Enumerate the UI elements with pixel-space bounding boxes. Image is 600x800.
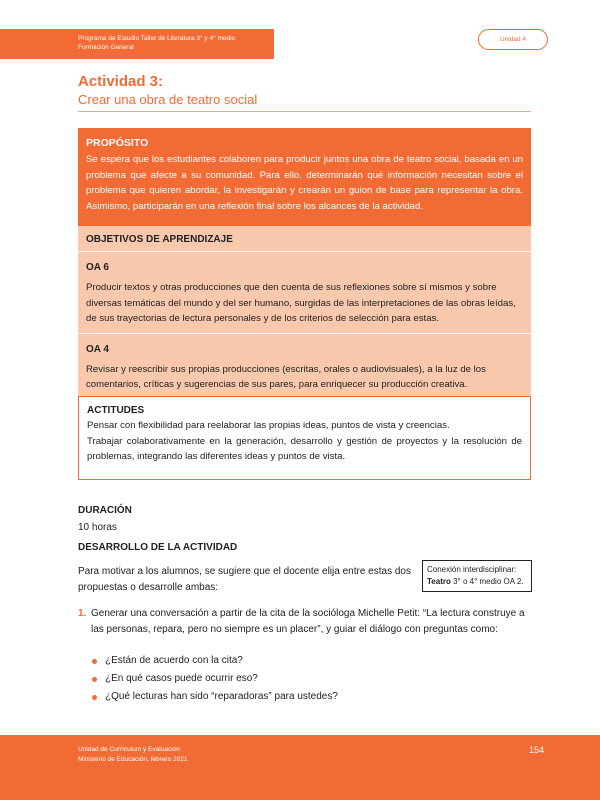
program-title: Programa de Estudio Taller de Literatura 3° y 4° medio — [78, 35, 236, 42]
attitudes-box — [78, 396, 531, 480]
objective-code-oa6: OA 6 — [86, 262, 109, 273]
question-list — [91, 652, 338, 706]
title-divider — [78, 111, 531, 112]
formation-label: Formación General — [78, 44, 134, 51]
unit-badge: Unidad 4 — [478, 29, 548, 50]
duration-value: 10 horas — [78, 522, 117, 533]
connection-detail — [427, 576, 527, 588]
page-number: 154 — [529, 745, 545, 755]
connection-subject: Teatro — [427, 577, 451, 586]
interdisciplinary-connection-box — [422, 560, 532, 592]
activity-subtitle: Crear una obra de teatro social — [78, 92, 258, 107]
item-number: 1. — [78, 608, 87, 619]
purpose-box — [78, 128, 531, 226]
list-item: ¿Qué lecturas han sido “reparadoras” para ustedes? — [91, 688, 338, 706]
list-item: ¿En qué casos puede ocurrir eso? — [91, 670, 338, 688]
development-label: DESARROLLO DE LA ACTIVIDAD — [78, 542, 238, 553]
objectives-divider — [78, 251, 531, 252]
connection-label: Conexión interdisciplinar: — [427, 565, 517, 574]
objectives-box — [78, 226, 531, 396]
list-item: ¿Están de acuerdo con la cita? — [91, 652, 338, 670]
objective-text-oa6: Producir textos y otras producciones que den cuenta de sus reflexiones sobre sí mismos y sobre diversas temáticas del mundo y del ser humano, surgidas de las interpretaciones de las obras leídas, de sus trayectorias de lectura personales y de los criterios de selección para estas. — [86, 282, 516, 324]
item-text: Generar una conversación a partir de la cita de la socióloga Michelle Petit: “La lectura construye a las personas, repara, pero no siempre es un placer”, y guiar el diálogo con preguntas como: — [91, 608, 525, 635]
objectives-divider — [78, 333, 531, 334]
footer-ministry: Ministerio de Educación, febrero 2021 — [78, 756, 188, 763]
attitude-line: Pensar con flexibilidad para reelaborar las propias ideas, puntos de vista y creencias. — [87, 420, 450, 431]
attitude-line: Trabajar colaborativamente en la generación, desarrollo y gestión de proyectos y la resolución de problemas, integrando las diferentes ideas y puntos de vista. — [87, 435, 522, 462]
connection-level: 3° o 4° medio OA 2. — [450, 577, 524, 586]
objective-code-oa4: OA 4 — [86, 343, 109, 355]
development-intro: Para motivar a los alumnos, se sugiere que el docente elija entre estas dos propuestas o desarrolle ambas: — [78, 566, 411, 593]
footer-unit: Unidad de Currículum y Evaluación — [78, 746, 180, 753]
header-bar — [0, 29, 274, 59]
activity-title: Actividad 3: — [78, 73, 164, 90]
duration-label: DURACIÓN — [78, 505, 132, 516]
objectives-heading: OBJETIVOS DE APRENDIZAJE — [86, 234, 233, 245]
footer-bar — [0, 735, 600, 800]
numbered-item-1 — [78, 606, 532, 637]
purpose-heading: PROPÓSITO — [86, 137, 149, 149]
footer-text — [78, 745, 187, 765]
attitudes-heading: ACTITUDES — [87, 405, 145, 416]
objective-text-oa4: Revisar y reescribir sus propias producciones (escritas, orales o audiovisuales), a la luz de los comentarios, críticas y sugerencias de sus pares, para enriquecer su producción creativa. — [86, 363, 486, 390]
purpose-text: Se espera que los estudiantes colaboren para producir juntos una obra de teatro social, basada en un problema que afecte a su comunidad. Para ello, determinarán qué información necesitan sobre el problema que quieren abordar, la investigarán y crearán un guion de base para representar la obra. Asimismo, participarán en una reflexión final sobre los alcances de la actividad. — [86, 154, 523, 212]
